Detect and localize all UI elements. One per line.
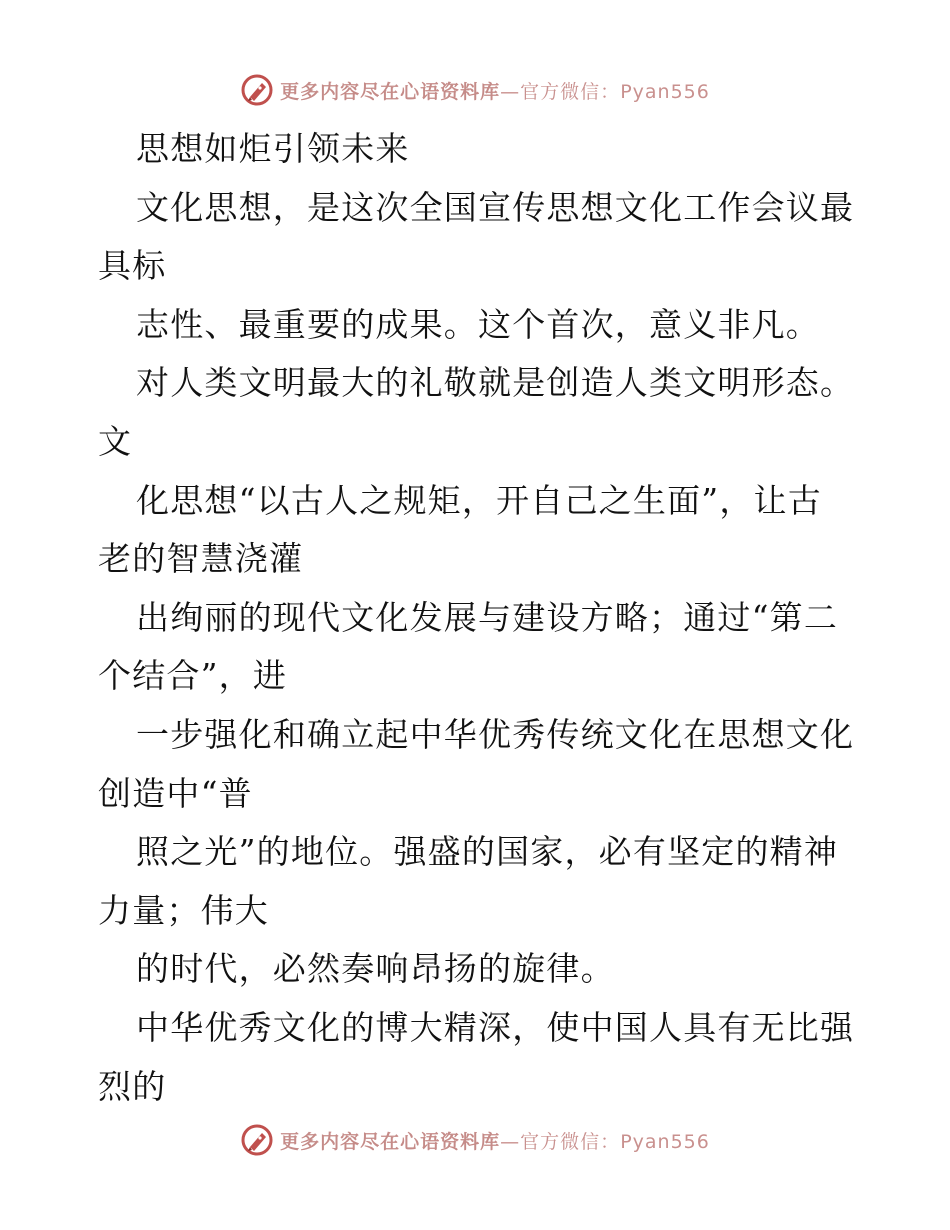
watermark-main: 更多内容尽在心语资料库: [280, 1130, 501, 1153]
watermark-id: Pyan556: [620, 1130, 710, 1153]
watermark-id: Pyan556: [620, 80, 710, 103]
text-line: 思想如炬引领未来: [136, 129, 410, 168]
text-line: 志性、最重要的成果。这个首次，意义非凡。: [136, 304, 820, 344]
watermark-text: [280, 77, 710, 104]
text-line: 一步强化和确立起中华优秀传统文化在思想文化: [136, 714, 855, 754]
text-line: 文: [98, 421, 133, 461]
text-line: 中华优秀文化的博大精深，使中国人具有无比强: [136, 1007, 855, 1047]
footer-watermark: [0, 1120, 950, 1160]
text-line: 力量；伟大: [98, 890, 269, 930]
pen-logo-icon: [240, 1123, 274, 1157]
text-line: 对人类文明最大的礼敬就是创造人类文明形态。: [136, 363, 855, 403]
document-body: [98, 120, 858, 1116]
watermark-tail: 官方微信：: [520, 80, 621, 103]
watermark-tail: 官方微信：: [520, 1130, 621, 1153]
text-line: 创造中“普: [98, 773, 253, 813]
text-line: 个结合”，进: [98, 656, 288, 696]
pen-logo-icon: [240, 73, 274, 107]
header-watermark: [0, 70, 950, 110]
text-line: 化思想“以古人之规矩，开自己之生面”，让古: [136, 480, 822, 520]
text-line: 老的智慧浇灌: [98, 539, 304, 579]
text-line: 烈的: [98, 1066, 167, 1106]
watermark-separator: —: [500, 80, 521, 103]
text-line: 照之光”的地位。强盛的国家，必有坚定的精神: [136, 832, 839, 872]
text-line: 出绚丽的现代文化发展与建设方略；通过“第二: [136, 597, 839, 637]
text-line: 文化思想，是这次全国宣传思想文化工作会议最: [136, 187, 855, 227]
watermark-text: [280, 1127, 710, 1154]
text-line: 的时代，必然奏响昂扬的旋律。: [136, 949, 615, 989]
watermark-separator: —: [500, 1130, 521, 1153]
watermark-main: 更多内容尽在心语资料库: [280, 80, 501, 103]
text-line: 具标: [98, 246, 167, 286]
